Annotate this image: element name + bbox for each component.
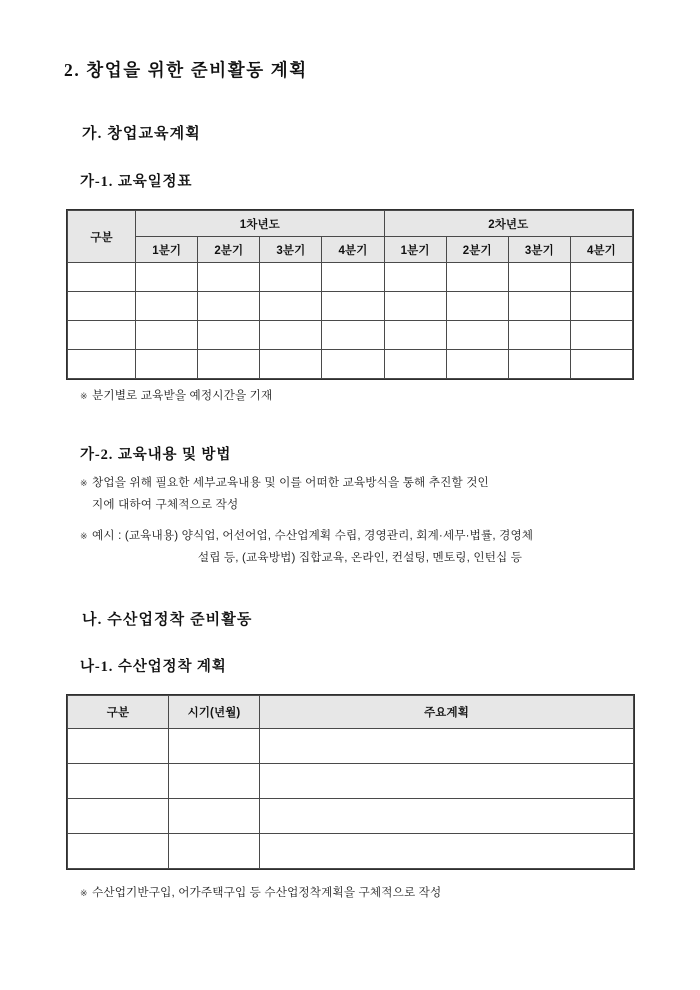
section-heading-ga-2: 가-2. 교육내용 및 방법 xyxy=(80,447,232,463)
section-heading-na-1: 나-1. 수산업정착 계획 xyxy=(80,659,227,675)
cell[interactable] xyxy=(508,350,570,379)
section-heading-na: 나. 수산업정착 준비활동 xyxy=(82,612,253,628)
note-mark-icon: ※ xyxy=(80,478,88,488)
education-schedule-table xyxy=(67,210,633,379)
cell[interactable] xyxy=(198,263,260,292)
note-text: 수산업기반구입, 어가주택구입 등 수산업정착계획을 구체적으로 작성 xyxy=(92,886,442,899)
settlement-table-body xyxy=(68,729,634,869)
cell[interactable] xyxy=(260,321,322,350)
cell[interactable] xyxy=(169,834,260,869)
cell[interactable] xyxy=(322,263,384,292)
table-header-row-quarters xyxy=(68,237,633,263)
cell[interactable] xyxy=(570,321,632,350)
table-header-row-top xyxy=(68,211,633,237)
cell[interactable] xyxy=(322,350,384,379)
cell[interactable] xyxy=(68,350,136,379)
header-y2-q4: 4분기 xyxy=(570,237,632,263)
header-y1-q3: 3분기 xyxy=(260,237,322,263)
cell[interactable] xyxy=(446,263,508,292)
cell[interactable] xyxy=(198,321,260,350)
table-row xyxy=(68,729,634,764)
page-title: 2. 창업을 위한 준비활동 계획 xyxy=(64,60,308,80)
cell[interactable] xyxy=(384,263,446,292)
header-y1-q4: 4분기 xyxy=(322,237,384,263)
cell[interactable] xyxy=(136,321,198,350)
cell[interactable] xyxy=(446,292,508,321)
note-education-description xyxy=(80,472,636,516)
note-text xyxy=(92,525,636,569)
cell[interactable] xyxy=(384,350,446,379)
header-y2-q1: 1분기 xyxy=(384,237,446,263)
cell[interactable] xyxy=(570,292,632,321)
table-row xyxy=(68,350,633,379)
cell[interactable] xyxy=(384,321,446,350)
note-text xyxy=(92,472,636,516)
cell[interactable] xyxy=(136,263,198,292)
cell[interactable] xyxy=(260,834,634,869)
note-mark-icon: ※ xyxy=(80,531,88,541)
cell[interactable] xyxy=(508,263,570,292)
note-schedule xyxy=(80,385,272,407)
header-y2-q3: 3분기 xyxy=(508,237,570,263)
cell[interactable] xyxy=(260,729,634,764)
cell[interactable] xyxy=(322,292,384,321)
cell[interactable] xyxy=(508,321,570,350)
cell[interactable] xyxy=(68,834,169,869)
table-row xyxy=(68,321,633,350)
note-line-1: 예시 : (교육내용) 양식업, 어선어업, 수산업계획 수립, 경영관리, 회계·세무·법률, 경영체 xyxy=(92,529,534,542)
cell[interactable] xyxy=(260,350,322,379)
note-education-example xyxy=(80,525,636,569)
cell[interactable] xyxy=(169,764,260,799)
cell[interactable] xyxy=(198,292,260,321)
note-line-1: 창업을 위해 필요한 세부교육내용 및 이를 어떠한 교육방식을 통해 추진할 것인 xyxy=(92,476,489,489)
note-mark-icon: ※ xyxy=(80,888,88,898)
header-y2-q2: 2분기 xyxy=(446,237,508,263)
table-row xyxy=(68,263,633,292)
cell[interactable] xyxy=(169,729,260,764)
cell[interactable] xyxy=(446,350,508,379)
table-row xyxy=(68,292,633,321)
header-y1-q2: 2분기 xyxy=(198,237,260,263)
cell[interactable] xyxy=(198,350,260,379)
cell[interactable] xyxy=(136,350,198,379)
cell[interactable] xyxy=(68,799,169,834)
cell[interactable] xyxy=(322,321,384,350)
cell[interactable] xyxy=(260,799,634,834)
table-row xyxy=(68,799,634,834)
cell[interactable] xyxy=(68,321,136,350)
section-heading-ga: 가. 창업교육계획 xyxy=(82,126,201,142)
cell[interactable] xyxy=(68,263,136,292)
table-row xyxy=(68,834,634,869)
cell[interactable] xyxy=(508,292,570,321)
cell[interactable] xyxy=(570,350,632,379)
cell[interactable] xyxy=(260,764,634,799)
cell[interactable] xyxy=(260,292,322,321)
cell[interactable] xyxy=(136,292,198,321)
note-line-2: 지에 대하여 구체적으로 작성 xyxy=(92,498,239,511)
table-row xyxy=(68,764,634,799)
cell[interactable] xyxy=(68,292,136,321)
cell[interactable] xyxy=(570,263,632,292)
header-main-plan: 주요계획 xyxy=(260,696,634,729)
cell[interactable] xyxy=(384,292,446,321)
note-text: 분기별로 교육받을 예정시간을 기재 xyxy=(92,389,273,402)
header-year-1: 1차년도 xyxy=(136,211,384,237)
table-header-row xyxy=(68,696,634,729)
note-mark-icon: ※ xyxy=(80,391,88,401)
section-heading-ga-1: 가-1. 교육일정표 xyxy=(80,174,193,190)
cell[interactable] xyxy=(260,263,322,292)
cell[interactable] xyxy=(169,799,260,834)
settlement-plan-table xyxy=(67,695,634,869)
header-gubun: 구분 xyxy=(68,696,169,729)
header-y1-q1: 1분기 xyxy=(136,237,198,263)
schedule-table-body xyxy=(68,263,633,379)
header-year-2: 2차년도 xyxy=(384,211,632,237)
cell[interactable] xyxy=(68,764,169,799)
note-line-2: 설립 등, (교육방법) 집합교육, 온라인, 컨설팅, 멘토링, 인턴십 등 xyxy=(197,551,523,564)
cell[interactable] xyxy=(68,729,169,764)
header-period: 시기(년월) xyxy=(169,696,260,729)
header-gubun: 구분 xyxy=(68,211,136,263)
note-settlement xyxy=(80,882,441,904)
cell[interactable] xyxy=(446,321,508,350)
